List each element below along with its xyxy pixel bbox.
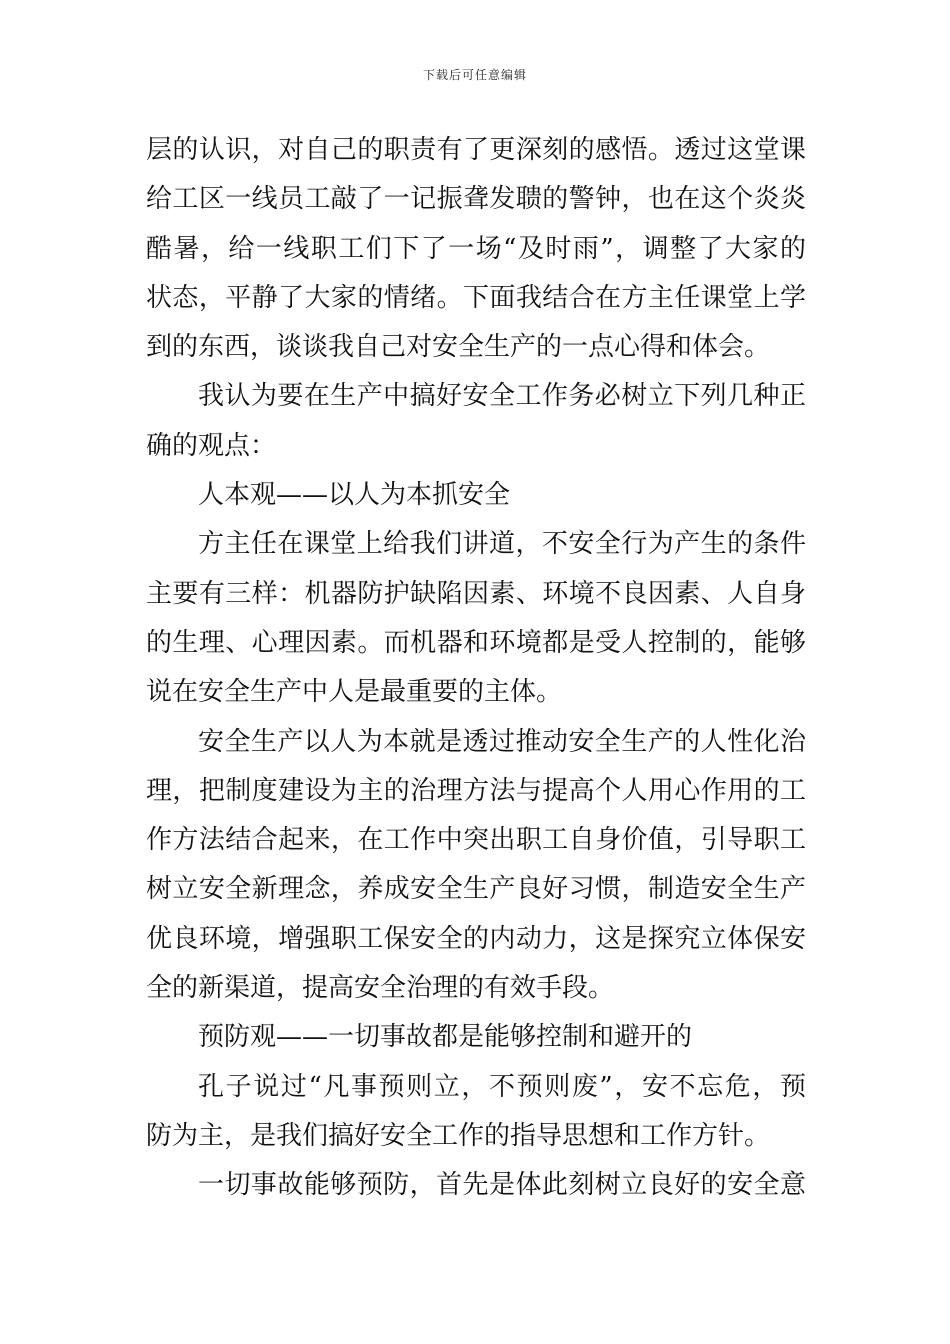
document-body <box>146 126 806 1211</box>
text-line: 预防观——一切事故都是能够控制和避开的 <box>198 1022 693 1053</box>
text-line: 孔子说过“凡事预则立，不预则废”，安不忘危，预 <box>198 1071 806 1102</box>
page-header: 下载后可任意编辑 <box>422 68 527 82</box>
text-line: 到的东西，谈谈我自己对安全生产的一点心得和体会。 <box>146 332 771 363</box>
text-line: 确的观点： <box>146 430 277 461</box>
text-line: 我认为要在生产中搞好安全工作务必树立下列几种正 <box>198 381 806 412</box>
text-line: 说在安全生产中人是最重要的主体。 <box>146 677 563 708</box>
text-line: 的生理、心理因素。而机器和环境都是受人控制的，能够 <box>146 627 806 658</box>
text-line: 主要有三样：机器防护缺陷因素、环境不良因素、人自身 <box>146 578 806 609</box>
text-line: 作方法结合起来，在工作中突出职工自身价值，引导职工 <box>146 825 806 856</box>
text-line: 优良环境，增强职工保安全的内动力，这是探究立体保安 <box>146 923 806 954</box>
text-line: 酷暑，给一线职工们下了一场“及时雨”，调整了大家的 <box>146 233 806 264</box>
text-line: 状态，平静了大家的情绪。下面我结合在方主任课堂上学 <box>146 282 806 313</box>
text-line: 给工区一线员工敲了一记振聋发聩的警钟，也在这个炎炎 <box>146 184 806 215</box>
text-line: 理，把制度建设为主的治理方法与提高个人用心作用的工 <box>146 775 806 806</box>
text-line: 方主任在课堂上给我们讲道，不安全行为产生的条件 <box>198 529 806 560</box>
text-line: 树立安全新理念，养成安全生产良好习惯，制造安全生产 <box>146 874 806 905</box>
text-line: 人本观——以人为本抓安全 <box>198 480 511 511</box>
text-line: 一切事故能够预防，首先是体此刻树立良好的安全意 <box>198 1170 806 1201</box>
text-line: 层的认识，对自己的职责有了更深刻的感悟。透过这堂课 <box>146 135 806 165</box>
text-line: 防为主，是我们搞好安全工作的指导思想和工作方针。 <box>146 1120 771 1151</box>
text-line: 全的新渠道，提高安全治理的有效手段。 <box>146 973 615 1004</box>
text-line: 安全生产以人为本就是透过推动安全生产的人性化治 <box>198 726 806 757</box>
